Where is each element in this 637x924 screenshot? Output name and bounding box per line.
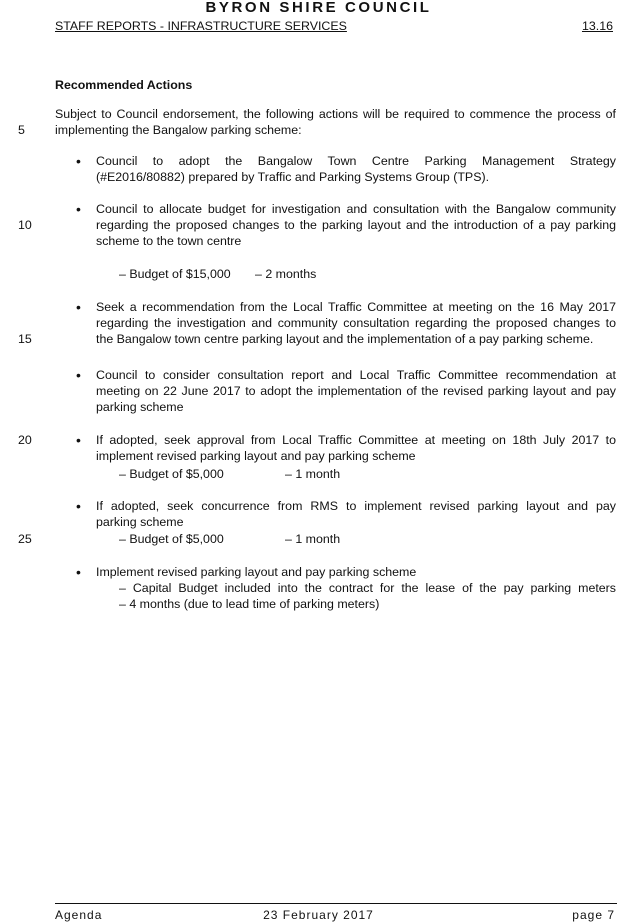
council-name: BYRON SHIRE COUNCIL	[205, 0, 432, 16]
action-item-line: regarding the proposed changes to the parking layout and the introduction of a pay parking	[96, 218, 616, 232]
action-item-allocate-budget	[96, 201, 616, 249]
line-number-5: 5	[18, 123, 25, 137]
action-item-line: If adopted, seek concurrence from RMS to implement revised parking layout and pay	[96, 499, 616, 513]
bullet-marker: •	[76, 153, 81, 169]
bullet-marker: •	[76, 432, 81, 448]
action-item-seek-recommendation	[96, 299, 616, 347]
action-item-line: parking scheme	[96, 400, 184, 414]
action-item-line: regarding the investigation and community consultation regarding the proposed changes to	[96, 316, 616, 330]
action-item-implement-scheme	[96, 564, 616, 580]
action-item-line: Implement revised parking layout and pay parking scheme	[96, 565, 417, 579]
action-item-line: (#E2016/80882) prepared by Traffic and Parking Systems Group (TPS).	[96, 170, 490, 184]
action-item-line: scheme to the town centre	[96, 234, 242, 248]
action-item-line: Council to consider consultation report and Local Traffic Committee recommendation at	[96, 368, 616, 382]
budget-line	[119, 531, 599, 547]
action-item-line: meeting on 22 June 2017 to adopt the implementation of the revised parking layout and pay	[96, 384, 616, 398]
implementation-detail-line: – Capital Budget included into the contract for the lease of the pay parking meters	[119, 581, 616, 595]
section-heading: Recommended Actions	[55, 78, 193, 92]
footer-agenda-label: Agenda	[55, 908, 103, 922]
budget-duration: – 2 months	[255, 267, 317, 281]
line-number-15: 15	[18, 332, 32, 346]
budget-duration: – 1 month	[285, 467, 341, 481]
footer-page-number: page 7	[572, 908, 615, 922]
implementation-details	[119, 580, 616, 612]
item-number: 13.16	[581, 19, 613, 33]
budget-amount: – Budget of $15,000	[119, 267, 231, 281]
action-item-seek-approval	[96, 432, 616, 464]
bullet-marker: •	[76, 367, 81, 383]
budget-amount: – Budget of $5,000	[119, 467, 224, 481]
action-item-line: Council to allocate budget for investigation and consultation with the Bangalow community	[96, 202, 616, 216]
line-number-25: 25	[18, 532, 32, 546]
budget-line	[119, 466, 599, 482]
action-item-line: the Bangalow town centre parking layout and the implementation of a pay parking scheme.	[96, 332, 594, 346]
action-item-line: parking scheme	[96, 515, 184, 529]
footer-divider	[55, 903, 617, 904]
action-item-adopt-strategy	[96, 153, 616, 185]
bullet-marker: •	[76, 498, 81, 514]
bullet-marker: •	[76, 564, 81, 580]
line-number-10: 10	[18, 218, 32, 232]
action-item-line: Seek a recommendation from the Local Traffic Committee at meeting on the 16 May 2017	[96, 300, 616, 314]
action-item-line: If adopted, seek approval from Local Traffic Committee at meeting on 18th July 2017 to	[96, 433, 616, 447]
action-item-seek-concurrence	[96, 498, 616, 530]
action-item-consider-report	[96, 367, 616, 415]
action-item-line: implement revised parking layout and pay parking scheme	[96, 449, 416, 463]
budget-line	[119, 266, 599, 282]
intro-paragraph: Subject to Council endorsement, the following actions will be required to commence the process of implementing the Bangalow parking scheme:	[55, 107, 616, 137]
action-item-line: Council to adopt the Bangalow Town Centre Parking Management Strategy	[96, 154, 616, 168]
report-section-title: STAFF REPORTS - INFRASTRUCTURE SERVICES	[55, 19, 347, 33]
bullet-marker: •	[76, 201, 81, 217]
footer-date: 23 February 2017	[263, 908, 374, 922]
budget-amount: – Budget of $5,000	[119, 532, 224, 546]
budget-duration: – 1 month	[285, 532, 341, 546]
implementation-detail-line: – 4 months (due to lead time of parking meters)	[119, 597, 380, 611]
bullet-marker: •	[76, 299, 81, 315]
line-number-20: 20	[18, 433, 32, 447]
